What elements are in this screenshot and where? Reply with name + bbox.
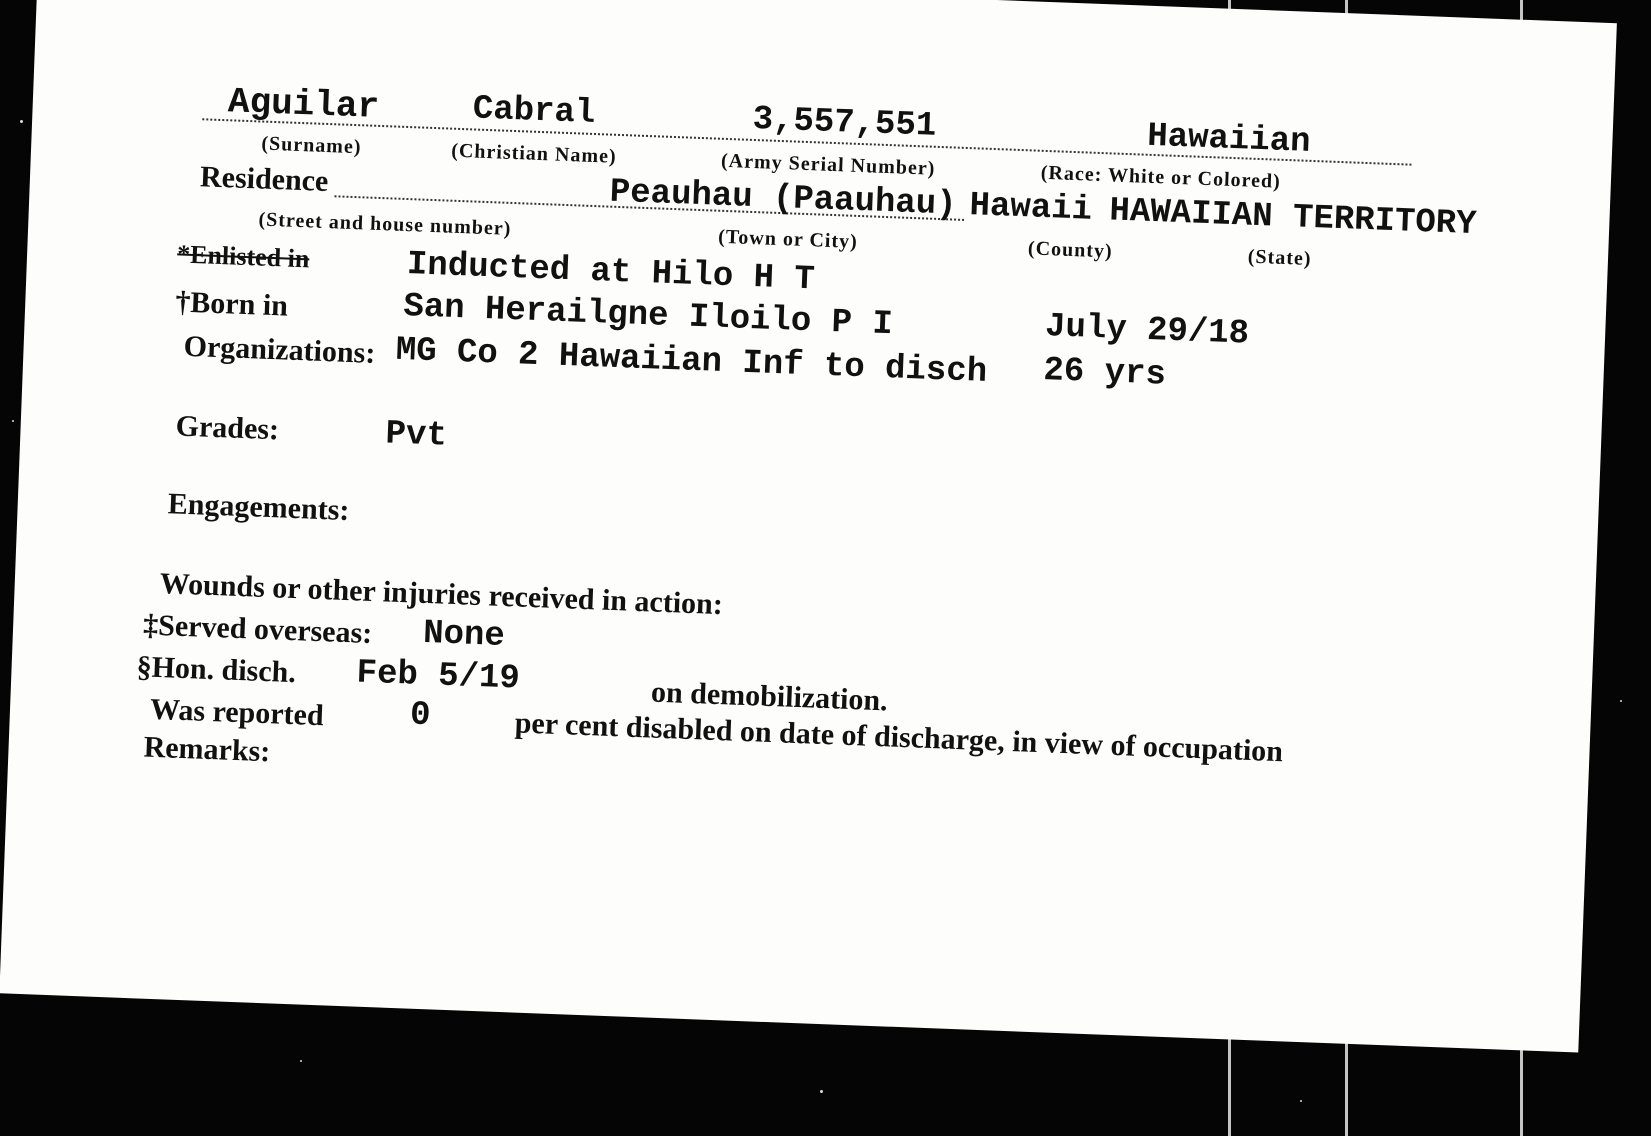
town-caption: (Town or City) xyxy=(717,225,859,253)
enlisted-label: *Enlisted in xyxy=(176,239,310,274)
organizations-value: MG Co 2 Hawaiian Inf to disch xyxy=(395,331,988,392)
hon-disch-label: §Hon. disch. xyxy=(136,650,297,690)
reported-value: 0 xyxy=(409,696,432,736)
engagements-label: Engagements: xyxy=(167,487,350,528)
race-caption: (Race: White or Colored) xyxy=(1040,161,1282,193)
born-date-value: July 29/18 xyxy=(1044,308,1250,354)
age-value: 26 yrs xyxy=(1042,352,1167,395)
christian-name-value: Cabral xyxy=(472,90,596,133)
residence-label: Residence xyxy=(199,160,329,199)
grades-value: Pvt xyxy=(384,415,448,456)
served-overseas-label: ‡Served overseas: xyxy=(142,608,373,650)
served-overseas-value: None xyxy=(422,614,506,656)
surname-value: Aguilar xyxy=(227,81,380,128)
serial-number-value: 3,557,551 xyxy=(751,100,937,146)
county-value: Hawaii xyxy=(968,187,1093,230)
state-value: HAWAIIAN TERRITORY xyxy=(1108,192,1478,245)
reported-suffix: per cent disabled on date of discharge, in view of occupation xyxy=(514,706,1284,769)
remarks-label: Remarks: xyxy=(143,730,271,769)
grades-label: Grades: xyxy=(175,409,280,447)
enlisted-value: Inducted at Hilo H T xyxy=(406,246,816,300)
born-value: San Herailgne Iloilo P I xyxy=(402,287,894,345)
county-caption: (County) xyxy=(1027,237,1114,263)
christian-name-caption: (Christian Name) xyxy=(450,139,618,168)
town-value: Peauhau (Paauhau) xyxy=(609,173,958,225)
race-value: Hawaiian xyxy=(1146,117,1312,162)
born-label: †Born in xyxy=(174,285,289,323)
hon-disch-suffix: on demobilization. xyxy=(650,675,889,718)
state-caption: (State) xyxy=(1247,245,1312,270)
serial-number-caption: (Army Serial Number) xyxy=(720,149,936,180)
surname-caption: (Surname) xyxy=(261,132,362,159)
reported-label: Was reported xyxy=(149,692,325,733)
organizations-label: Organizations: xyxy=(183,329,376,370)
hon-disch-value: Feb 5/19 xyxy=(355,654,521,699)
street-caption: (Street and house number) xyxy=(258,208,512,240)
wounds-label: Wounds or other injuries received in action: xyxy=(159,567,724,622)
